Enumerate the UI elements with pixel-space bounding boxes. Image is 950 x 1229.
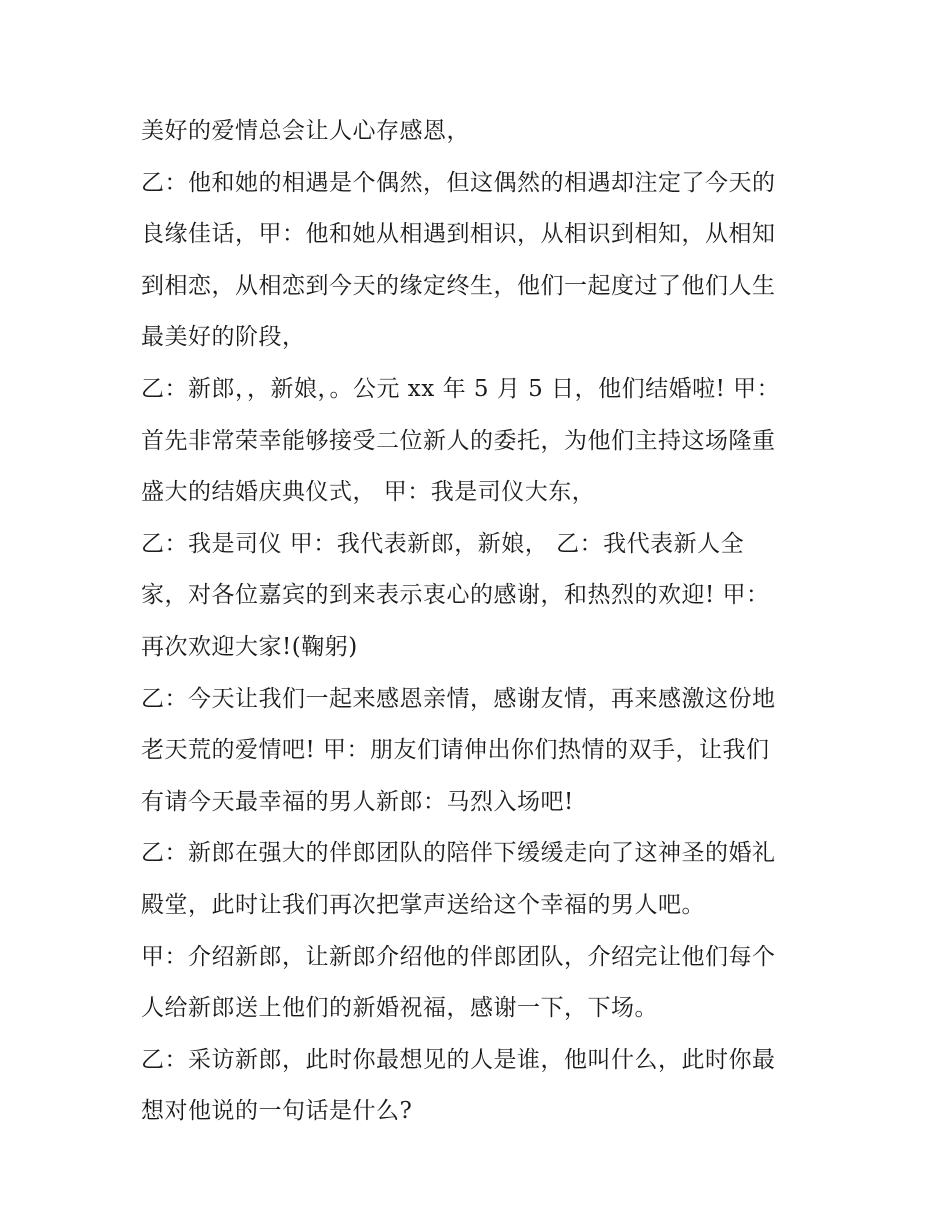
text-line: 甲：介绍新郎，让新郎介绍他的伴郎团队，介绍完让他们每个 bbox=[141, 943, 776, 970]
text-line: 想对他说的一句话是什么? bbox=[141, 1098, 413, 1125]
text-line: 有请今天最幸福的男人新郎：马烈入场吧! bbox=[141, 788, 574, 815]
text-line: 家，对各位嘉宾的到来表示衷心的感谢，和热烈的欢迎! 甲： bbox=[141, 582, 770, 609]
text-line: 最美好的阶段， bbox=[141, 324, 306, 351]
text-line: 乙：新郎在强大的伴郎团队的陪伴下缓缓走向了这神圣的婚礼 bbox=[141, 840, 776, 867]
text-line: 到相恋，从相恋到今天的缘定终生，他们一起度过了他们人生 bbox=[141, 272, 776, 299]
text-line: 盛大的结婚庆典仪式， 甲：我是司仪大东， bbox=[141, 479, 596, 506]
text-line: 殿堂，此时让我们再次把掌声送给这个幸福的男人吧。 bbox=[141, 891, 705, 918]
text-line: 再次欢迎大家!(鞠躬) bbox=[141, 633, 358, 660]
text-line: 美好的爱情总会让人心存感恩， bbox=[141, 118, 470, 144]
text-line: 乙：他和她的相遇是个偶然，但这偶然的相遇却注定了今天的 bbox=[141, 169, 776, 196]
text-line: 乙：采访新郎，此时你最想见的人是谁，他叫什么，此时你最 bbox=[141, 1046, 776, 1073]
text-line: 良缘佳话，甲：他和她从相遇到相识，从相识到相知，从相知 bbox=[141, 221, 776, 248]
document-body bbox=[141, 106, 821, 1138]
text-line: 乙：新郎，，新娘，。公元 xx 年 5 月 5 日，他们结婚啦! 甲： bbox=[141, 375, 781, 402]
text-line: 老天荒的爱情吧! 甲：朋友们请伸出你们热情的双手，让我们 bbox=[141, 737, 770, 764]
text-line: 乙：我是司仪 甲：我代表新郎，新娘， 乙：我代表新人全 bbox=[141, 530, 745, 557]
text-line: 人给新郎送上他们的新婚祝福，感谢一下，下场。 bbox=[141, 995, 658, 1022]
text-line: 乙：今天让我们一起来感恩亲情，感谢友情，再来感激这份地 bbox=[141, 685, 776, 712]
text-line: 首先非常荣幸能够接受二位新人的委托，为他们主持这场隆重 bbox=[141, 427, 776, 454]
